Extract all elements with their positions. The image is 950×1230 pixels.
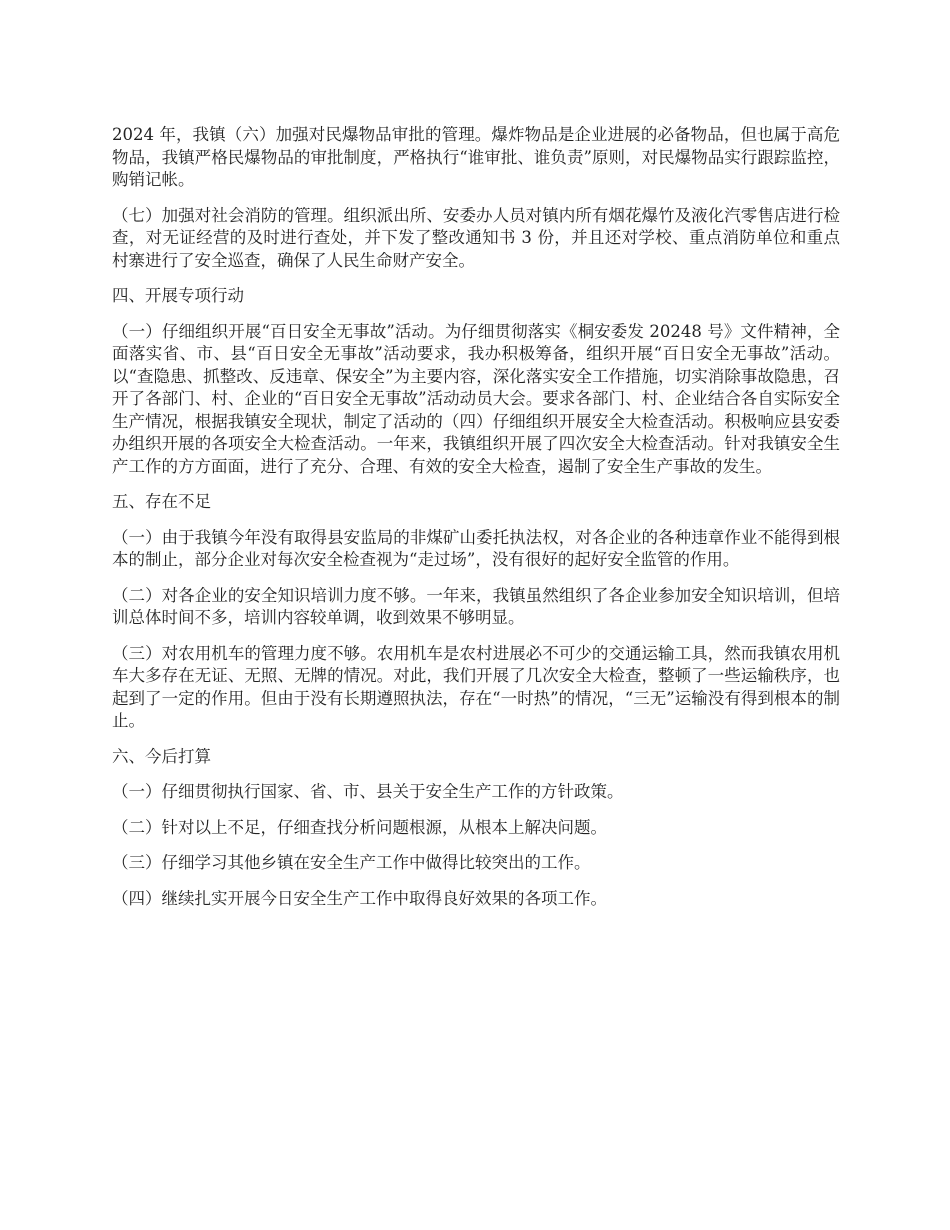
paragraph-fire-safety: （七）加强对社会消防的管理。组织派出所、安委办人员对镇内所有烟花爆竹及液化汽零售店进行检查，对无证经营的及时进行查处，并下发了整改通知书 3 份，并且还对学校、重点消防单位和重点村寨进行了安全巡查，确保了人民生命财产安全。 bbox=[112, 205, 840, 270]
paragraph-plan-3: （三）仔细学习其他乡镇在安全生产工作中做得比较突出的工作。 bbox=[112, 853, 591, 872]
section-heading-special-actions: 四、开展专项行动 bbox=[112, 286, 244, 305]
paragraph-plan-2: （二）针对以上不足，仔细查找分析问题根源，从根本上解决问题。 bbox=[112, 817, 607, 837]
paragraph-plan-4: （四）继续扎实开展今日安全生产工作中取得良好效果的各项工作。 bbox=[112, 888, 607, 908]
paragraph-plan-1: （一）仔细贯彻执行国家、省、市、县关于安全生产工作的方针政策。 bbox=[112, 782, 624, 801]
section-heading-shortcomings: 五、存在不足 bbox=[112, 492, 211, 511]
paragraph-shortcoming-2: （二）对各企业的安全知识培训力度不够。一年来，我镇虽然组织了各企业参加安全知识培训，但培训总体时间不多，培训内容较单调，收到效果不够明显。 bbox=[112, 585, 840, 627]
paragraph-100-days-campaign: （一）仔细组织开展“百日安全无事故”活动。为仔细贯彻落实《桐安委发 20248 号》文件精神，全面落实省、市、县“百日安全无事故”活动要求，我办积极筹备，组织开展“百日安全无事故”活动。以“查隐患、抓整改、反违章、保安全”为主要内容，深化落实安全工作措施，切实消除事故隐患，召开了各部门、村、企业的“百日安全无事故”活动动员大会。要求各部门、村、企业结合各自实际安全生产情况，根据我镇安全现状，制定了活动的（四）仔细组织开展安全大检查活动。积极响应县安委办组织开展的各项安全大检查活动。一年来，我镇组织开展了四次安全大检查活动。针对我镇安全生产工作的方方面面，进行了充分、合理、有效的安全大检查，遏制了安全生产事故的发生。 bbox=[112, 321, 840, 476]
paragraph-explosives-approval: 2024 年，我镇（六）加强对民爆物品审批的管理。爆炸物品是企业进展的必备物品，但也属于高危物品，我镇严格民爆物品的审批制度，严格执行“谁审批、谁负责”原则，对民爆物品实行跟踪监控，购销记帐。 bbox=[112, 125, 840, 189]
paragraph-shortcoming-1: （一）由于我镇今年没有取得县安监局的非煤矿山委托执法权，对各企业的各种违章作业不能得到根本的制止，部分企业对每次安全检查视为“走过场”，没有很好的起好安全监管的作用。 bbox=[112, 527, 840, 569]
paragraph-shortcoming-3: （三）对农用机车的管理力度不够。农用机车是农村进展必不可少的交通运输工具，然而我镇农用机车大多存在无证、无照、无牌的情况。对此，我们开展了几次安全大检查，整顿了一些运输秩序，也起到了一定的作用。但由于没有长期遵照执法，存在“一时热”的情况，“三无”运输没有得到根本的制止。 bbox=[112, 643, 840, 730]
document-body bbox=[112, 124, 840, 923]
section-heading-future-plans: 六、今后打算 bbox=[112, 746, 211, 766]
